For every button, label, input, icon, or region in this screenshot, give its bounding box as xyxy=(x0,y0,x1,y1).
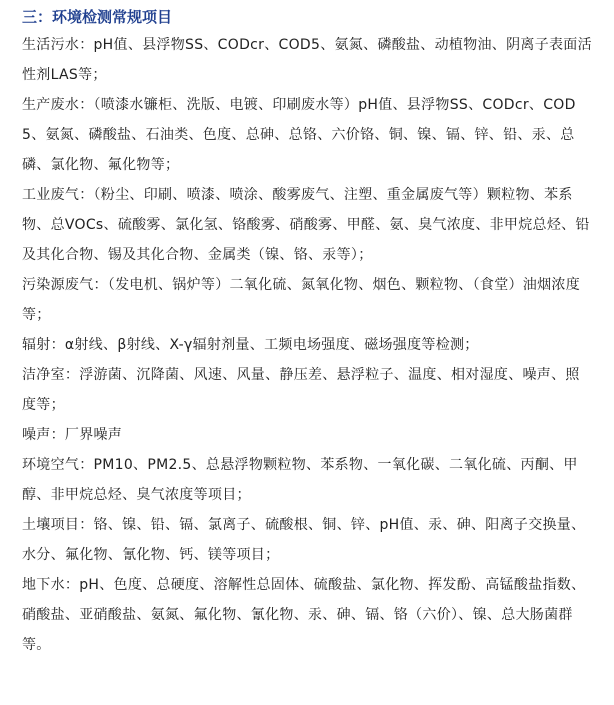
paragraph-radiation: 辐射：α射线、β射线、X-γ辐射剂量、工频电场强度、磁场强度等检测； xyxy=(22,337,479,353)
paragraph-soil: 土壤项目：铬、镍、铅、镉、氯离子、硫酸根、铜、锌、pH值、汞、砷、阳离子交换量、水分、氟化物、氰化物、钙、镁等项目； xyxy=(22,517,586,563)
section-heading: 三：环境检测常规项目 xyxy=(22,8,173,26)
paragraph-ambient-air: 环境空气：PM10、PM2.5、总悬浮物颗粒物、苯系物、一氧化碳、二氧化硫、丙酮、甲醇、非甲烷总烃、臭气浓度等项目； xyxy=(22,457,578,503)
paragraph-groundwater: 地下水：pH、色度、总硬度、溶解性总固体、硫酸盐、氯化物、挥发酚、高锰酸盐指数、硝酸盐、亚硝酸盐、氨氮、氟化物、氰化物、汞、砷、镉、铬（六价）、镍、总大肠菌群等。 xyxy=(22,577,586,653)
paragraph-cleanroom: 洁净室：浮游菌、沉降菌、风速、风量、静压差、悬浮粒子、温度、相对湿度、噪声、照度等； xyxy=(22,367,580,413)
paragraph-industrial-exhaust: 工业废气：（粉尘、印刷、喷漆、喷涂、酸雾废气、注塑、重金属废气等）颗粒物、苯系物、总VOCs、硫酸雾、氯化氢、铬酸雾、硝酸雾、甲醛、氨、臭气浓度、非甲烷总烃、铅及其化合物、锡及其化合物、金属类（镍、铬、汞等）； xyxy=(22,187,590,263)
paragraph-domestic-sewage: 生活污水：pH值、县浮物SS、CODcr、COD5、氨氮、磷酸盐、动植物油、阴离子表面活性剂LAS等； xyxy=(22,37,592,83)
paragraph-pollution-source-exhaust: 污染源废气：（发电机、锅炉等）二氧化硫、氮氧化物、烟色、颗粒物、（食堂）油烟浓度等； xyxy=(22,277,580,323)
paragraph-noise: 噪声：厂界噪声 xyxy=(22,427,123,443)
paragraph-production-wastewater: 生产废水：（喷漆水镰柜、洗版、电镀、印刷废水等）pH值、县浮物SS、CODcr、COD5、氨氮、磷酸盐、石油类、色度、总砷、总铬、六价铬、铜、镍、镉、锌、铅、汞、总磷、氯化物、氟化物等； xyxy=(22,97,576,173)
document-body xyxy=(22,6,592,660)
